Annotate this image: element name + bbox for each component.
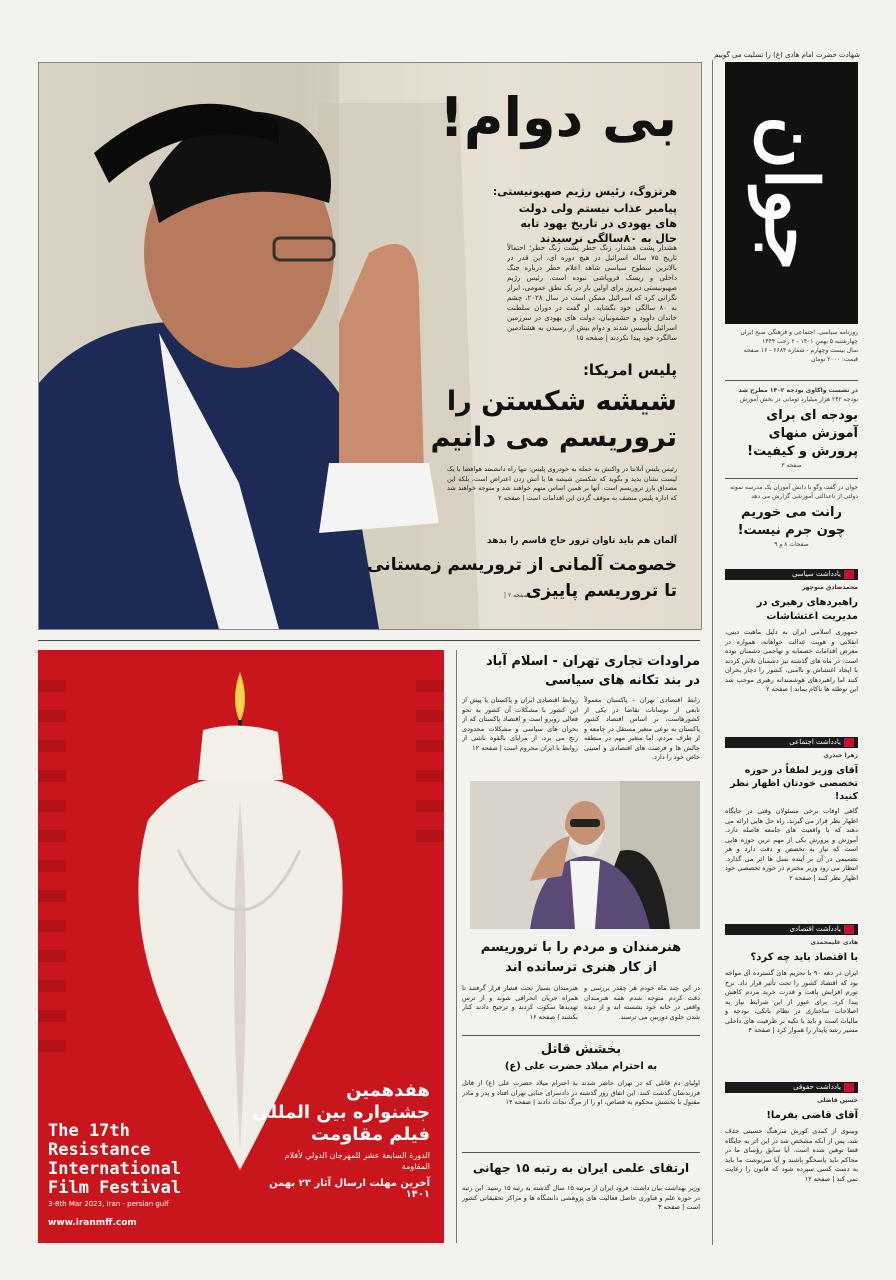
note1-body: جمهوری اسلامی ایران به دلیل ماهیت دینی، انقلابی و هویت عدالت خواهانه، همواره در معرض اقدامات خصمانه و تهاجمی دشمنان بوده است. در ماه های گذشته نیز دشمنان تلاش کردند با ایجاد اغتشاش و ناامنی، کشور را دچار بحران کنند اما راهبردهای هوشمندانه رهبری موجب شد این توطئه ها ناکام بماند | صفحه ۲ <box>725 628 858 693</box>
science-body: وزیر بهداشت بیان داشت: فرود ایران از مرتبه ۱۵ سال گذشته به رتبه ۱۵ رسید. این رتبه در حوزه علم و فناوری حاصل فعالیت های پژوهشی دانشگاه ها و مراکز تحقیقاتی کشور است | صفحه ۳ <box>462 1184 700 1211</box>
note3-tag: یادداشت اقتصادی <box>789 925 841 933</box>
germany-page-ref: | صفحه ۲ <box>504 592 529 599</box>
poster-url: www.iranmff.com <box>48 1218 137 1228</box>
budget-sub: بودجه ۲۴۲ هزار میلیارد تومانی در بخش آموزش <box>739 396 858 403</box>
note2-tag-bar <box>725 737 858 748</box>
budget-headline: بودجه ای برای آموزش منهای پرورش و کیفیت! <box>747 408 858 459</box>
newspaper-logo: جوان <box>749 115 835 271</box>
artists-headline-2: از کار هنری ترسانده اند <box>505 960 657 975</box>
note4 <box>725 1096 858 1223</box>
note4-tag-bar <box>725 1082 858 1093</box>
pardon-headline-1: بخشش قاتل <box>540 1042 622 1057</box>
note4-headline: آقای قاضی بفرما! <box>766 1110 858 1121</box>
trade-story <box>462 652 700 776</box>
note4-body: وبینوی از کمدی کورش سرهنگ حسینی حذف شد، پس از آنکه مشخص شد در این اثر به جایگاه قضا توهین شده است. آیا سابق رؤسای ما در محاکم باید پاسخگو باشند و آیا سرنوشت ما باید به دست کسی سپرده شود که قانون را رعایت نمی کند | صفحه ۱۲ <box>725 1127 858 1183</box>
masthead-subtitle: روزنامه سیاسی، اجتماعی و فرهنگی صبح ایران <box>740 329 858 336</box>
note4-tag: یادداشت حقوقی <box>793 1083 841 1091</box>
budget-kicker: در نشست واکاوی بودجه ۱۴۰۲ مطرح شد <box>738 387 858 394</box>
note1-tag: یادداشت سیاسی <box>791 570 841 578</box>
trade-headline-2: در بند تکانه های سیاسی <box>545 673 700 688</box>
police-headline-2: تروریسم می دانیم <box>430 422 677 453</box>
police-body: رئیس پلیس آتلانتا در واکنش به حمله به خودروی پلیس: تنها راه دانشمند هوافضا با یک لیست نشان بدید و بگوید که شکستن شیشه ها با آتش زدن اعتراض است، بلکه این مصداق بارز تروریسم است. آنها بر همین اساس متهم خواهند شد و متوجه خواهند شد که اداره پلیس منصف به موقف گردن این اقدامات است | صفحه ۲ <box>447 465 677 502</box>
note2-tag: یادداشت اجتماعی <box>789 738 841 746</box>
trade-headline-1: مراودات تجاری تهران - اسلام آباد <box>485 654 700 669</box>
germany-headline-2: تا تروریسم پاییزی <box>525 581 677 601</box>
note2-body: گاهی اوقات برخی مسئولان وقتی در جایگاه اظهار نظر قرار می گیرند، راه حل هایی ارائه می دهند که با واقعیت های جامعه فاصله دارد. آموزش و پرورش یکی از مهم ترین حوزه هایی است که نیاز به تخصص و دقت دارد و هر تصمیمی در آن بر آینده نسل ها اثر می گذارد. انتظار می رود وزیر محترم در حوزه تخصصی خود اظهار نظر کنند | صفحه ۲ <box>725 807 858 882</box>
trade-body-left: روابط اقتصادی ایران و پاکستان با پیش از این کشور با مشکلات آن کشور به نحو فعالی روبرو است و اقتصاد پاکستان که از بحران های سیاسی و مشکلات محدودی رنج می برد، از مزایای بالقوه ناشی از روابط با ایران محروم است | صفحه ۱۲ <box>462 696 578 752</box>
poster-english-date: 3-8th Mar 2023, Iran - persian gulf <box>48 1200 169 1208</box>
festival-poster <box>38 650 444 1243</box>
sidebar-budget <box>725 386 858 470</box>
note3-tag-bar <box>725 924 858 935</box>
artists-body-right: در این چند ماه خودم هر چقدر بررسی و دقت کردم متوجه شدم همه هنرمندان واقعی در خانه خود نشسته اند و از دیده شدن جلوی دوربین می ترسند. <box>584 984 700 1021</box>
note1 <box>725 583 858 718</box>
pardon-body: اولیای دم قاتلی که در تهران حاضر شدند به احترام میلاد حضرت علی (ع) از قاتل فرزندشان گذشت کنند. این اتفاق روز گذشته در دادسرای جنایی تهران افتاد و پدر و مادر مقتول با بخشش محکوم به قصاص، او را از مرگ نجات دادند | صفحه ۱۴ <box>462 1079 700 1106</box>
artist-photo <box>470 781 700 929</box>
note1-author: محمدصادق منوچهر <box>801 584 858 591</box>
masthead-info <box>725 328 858 364</box>
science-headline: ارتقای علمی ایران به رتبه ۱۵ جهانی <box>472 1161 690 1175</box>
note3-author: هادی علیمحمدی <box>810 939 858 946</box>
pardon-story <box>462 1040 700 1139</box>
pardon-headline-2: به احترام میلاد حضرت علی (ع) <box>504 1061 658 1072</box>
note2-author: زهرا حیدری <box>823 752 858 759</box>
note4-author: حسین فاضلی <box>817 1097 858 1104</box>
top-quote: شهادت حضرت امام هادی (ع) را تسلیت می گوییم <box>714 51 860 59</box>
poster-arabic-line: الدورة السابعة عشر للمهرجان الدولي لأفلام المقاومة <box>284 1151 430 1171</box>
police-kicker: پلیس امریکا: <box>582 361 677 379</box>
poster-deadline: آخرین مهلت ارسال آثار ۲۳ بهمن ۱۴۰۱ <box>269 1178 430 1200</box>
budget-ref: صفحه ۳ <box>781 462 802 469</box>
trade-body-right: رابط اقتصادی تهران - پاکستان معمولاً تابعی از نوسانات تقاضا در یکی از کشورهاست، بر اساس اقتصاد کشور پاکستان به نوعی متغیر مستقل در جامعه و از طرف مردم، اما متغیر مهم در منطقه چالش ها و فرصت های اقتصادی و امنیتی خاص خود را دارد. <box>584 696 700 761</box>
artists-headline-1: هنرمندان و مردم را با تروریسم <box>480 940 682 955</box>
note3-headline: با اقتصاد باید چه کرد؟ <box>750 952 858 963</box>
note1-headline: راهبردهای رهبری در مدیریت اغتشاشات <box>756 597 858 622</box>
rent-kicker: جوان در گفت وگو با دانش آموزان یک مدرسه نمونه دولتی از ناعدالتی آموزشی گزارش می دهد <box>729 484 858 500</box>
poster-persian-title-3: فیلم مقاومت <box>310 1124 430 1145</box>
lead-subhead: پیامبر عذاب نیستم ولی دولت های یهودی در تاریخ یهود تابه حال به ۸۰سالگی نرسیدند <box>518 202 677 245</box>
artists-body-left: هنرمندان بسیار تحت فشار قرار گرفتند تا همراه جریان انحرافی شوند و از ترس تهدیدها سکوت کردند و ترجیح دادند کنار بکشند | صفحه ۱۶ <box>462 984 578 1021</box>
poster-persian-title-2: جشنواره بین المللی <box>252 1102 430 1123</box>
lead-body: هشدار پشت هشدار، زنگ خطر پشت زنگ خطر؛ احتمالاً تاریخ ۷۵ ساله اسرائیل در هیچ دوره ای، این قدر در بالاترین سطوح سیاسی شاهد اعلام خطر درباره جنگ داخلی و ریسک فروپاشی نبوده است. رئیس رژیم صهیونیستی دیروز برای اولین بار در یک نطق عمومی، ابراز نگرانی کرد که اسرائیل ممکن است در سال ۲۰۲۸، چشم به ۸۰ سالگی خود نگشاید. او گفت در دوران سلطنت خاندان داوود و حشمونیان، دولت های یهودی در سرزمین اسرائیل تأسیس شدند و دوام بیش از رسیدن به هشتادمین سالگرد خود پیدا نکردند | صفحه ۱۵ <box>507 244 677 342</box>
masthead-price: قیمت: ۲۰۰۰ تومان <box>811 356 858 363</box>
lead-photo <box>38 62 702 630</box>
masthead-date: چهارشنبه ۵ بهمن ۱۴۰۱ - ۲ رجب ۱۴۴۴ <box>762 338 858 345</box>
note3-body: ایران در دهه ۹۰ با تحریم های گسترده ای مواجه بود که اقتصاد کشور را تحت تأثیر قرار داد. نرخ تورم افزایش یافت و قدرت خرید مردم کاهش پیدا کرد. برای عبور از این شرایط نیاز به اصلاحات ساختاری در نظام بانکی، بودجه و مالیات است و باید با تکیه بر ظرفیت های داخلی مسیر رشد پایدار را هموار کرد | صفحه ۴ <box>725 969 858 1034</box>
note2 <box>725 751 858 923</box>
note1-tag-bar <box>725 569 858 580</box>
seated-man-portrait <box>470 781 700 929</box>
rent-ref: صفحات ۸ و ۹ <box>774 541 809 548</box>
tag-marker-icon <box>844 570 854 579</box>
rent-headline: رانت می خوریم چون جرم نیست! <box>737 505 846 538</box>
tag-marker-icon <box>844 925 854 934</box>
lead-headline: بی دوام! <box>439 86 677 149</box>
artists-story <box>462 938 700 1024</box>
police-headline-1: شیشه شکستن را <box>446 386 677 417</box>
germany-kicker: آلمان هم باید تاوان ترور حاج قاسم را بدهد <box>487 536 677 546</box>
masthead-issue: سال بیست وچهارم - شماره ۶۶۸۴ - ۱۶ صفحه <box>743 347 858 354</box>
germany-headline-1: خصومت آلمانی از تروریسم زمستانی <box>367 555 677 575</box>
note3 <box>725 938 858 1071</box>
sidebar-rent <box>725 483 858 549</box>
science-story <box>462 1158 700 1234</box>
masthead-logo-block <box>725 62 858 324</box>
note2-headline: آقای وزیر لطفاً در حوزه تخصصی خودتان اظهار نظر کنید! <box>730 765 858 802</box>
tag-marker-icon <box>844 738 854 747</box>
poster-persian-title-1: هفدهمین <box>346 1080 430 1101</box>
poster-english-title: The 17th Resistance International Film Festival <box>48 1121 182 1198</box>
tag-marker-icon <box>844 1083 854 1092</box>
lead-kicker: هرتزوگ، رئیس رژیم صهیونیستی: <box>492 185 677 198</box>
